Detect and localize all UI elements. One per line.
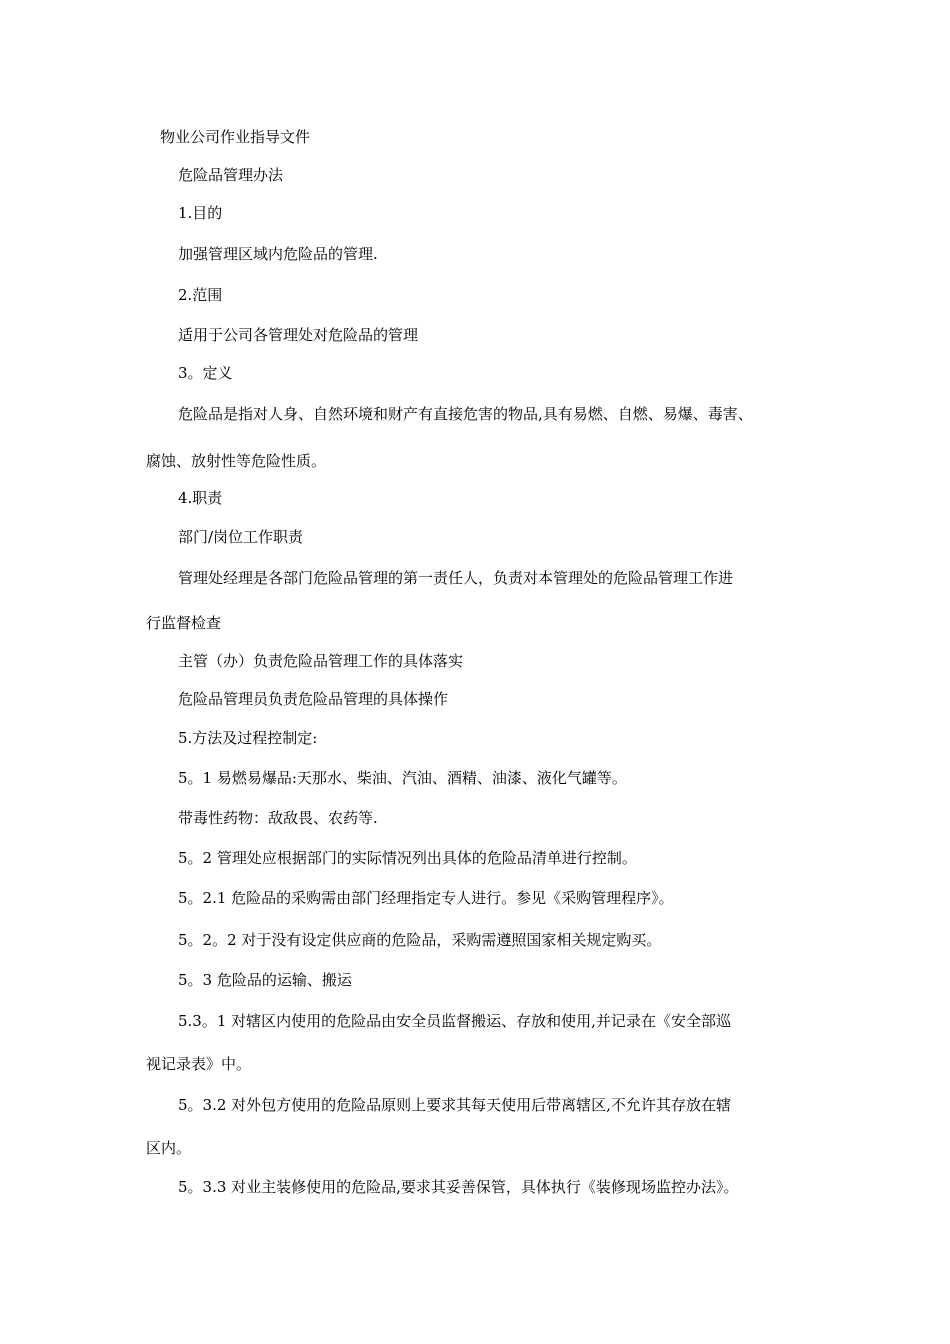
paragraph: 5.3。1 对辖区内使用的危险品由安全员监督搬运、存放和使用,并记录在《安全部巡	[178, 1012, 731, 1030]
paragraph: 5。3.2 对外包方使用的危险品原则上要求其每天使用后带离辖区,不允许其存放在辖	[178, 1096, 731, 1114]
paragraph: 适用于公司各管理处对危险品的管理	[178, 326, 419, 344]
paragraph: 5。1 易燃易爆品:天那水、柴油、汽油、酒精、油漆、液化气罐等。	[178, 769, 627, 787]
paragraph: 主管（办）负责危险品管理工作的具体落实	[178, 652, 464, 670]
section-heading-duties: 4.职责	[178, 489, 223, 507]
paragraph: 5。2。2 对于没有设定供应商的危险品，采购需遵照国家相关规定购买。	[178, 931, 662, 949]
section-heading-purpose: 1.目的	[178, 204, 223, 222]
paragraph: 5。3.3 对业主装修使用的危险品,要求其妥善保管，具体执行《装修现场监控办法》。	[178, 1178, 739, 1196]
section-heading-definition: 3。定义	[178, 364, 233, 382]
paragraph: 加强管理区域内危险品的管理.	[178, 245, 378, 263]
document-title: 危险品管理办法	[178, 166, 284, 184]
paragraph: 危险品管理员负责危险品管理的具体操作	[178, 690, 449, 708]
document-header: 物业公司作业指导文件	[160, 128, 311, 146]
paragraph: 5。3 危险品的运输、搬运	[178, 971, 352, 989]
paragraph: 5。2.1 危险品的采购需由部门经理指定专人进行。参见《采购管理程序》。	[178, 889, 674, 907]
paragraph-continuation: 区内。	[146, 1139, 192, 1157]
paragraph-continuation: 视记录表》中。	[146, 1055, 252, 1073]
paragraph-continuation: 腐蚀、放射性等危险性质。	[146, 452, 327, 470]
paragraph-continuation: 行监督检查	[146, 614, 222, 632]
paragraph: 危险品是指对人身、自然环境和财产有直接危害的物品,具有易燃、自燃、易爆、毒害、	[178, 405, 753, 423]
section-heading-scope: 2.范围	[178, 286, 223, 304]
paragraph: 管理处经理是各部门危险品管理的第一责任人，负责对本管理处的危险品管理工作进	[178, 569, 734, 587]
paragraph: 带毒性药物：敌敌畏、农药等.	[178, 809, 378, 827]
section-heading-methods: 5.方法及过程控制定:	[178, 729, 318, 747]
paragraph: 部门/岗位工作职责	[178, 528, 304, 546]
paragraph: 5。2 管理处应根据部门的实际情况列出具体的危险品清单进行控制。	[178, 849, 637, 867]
